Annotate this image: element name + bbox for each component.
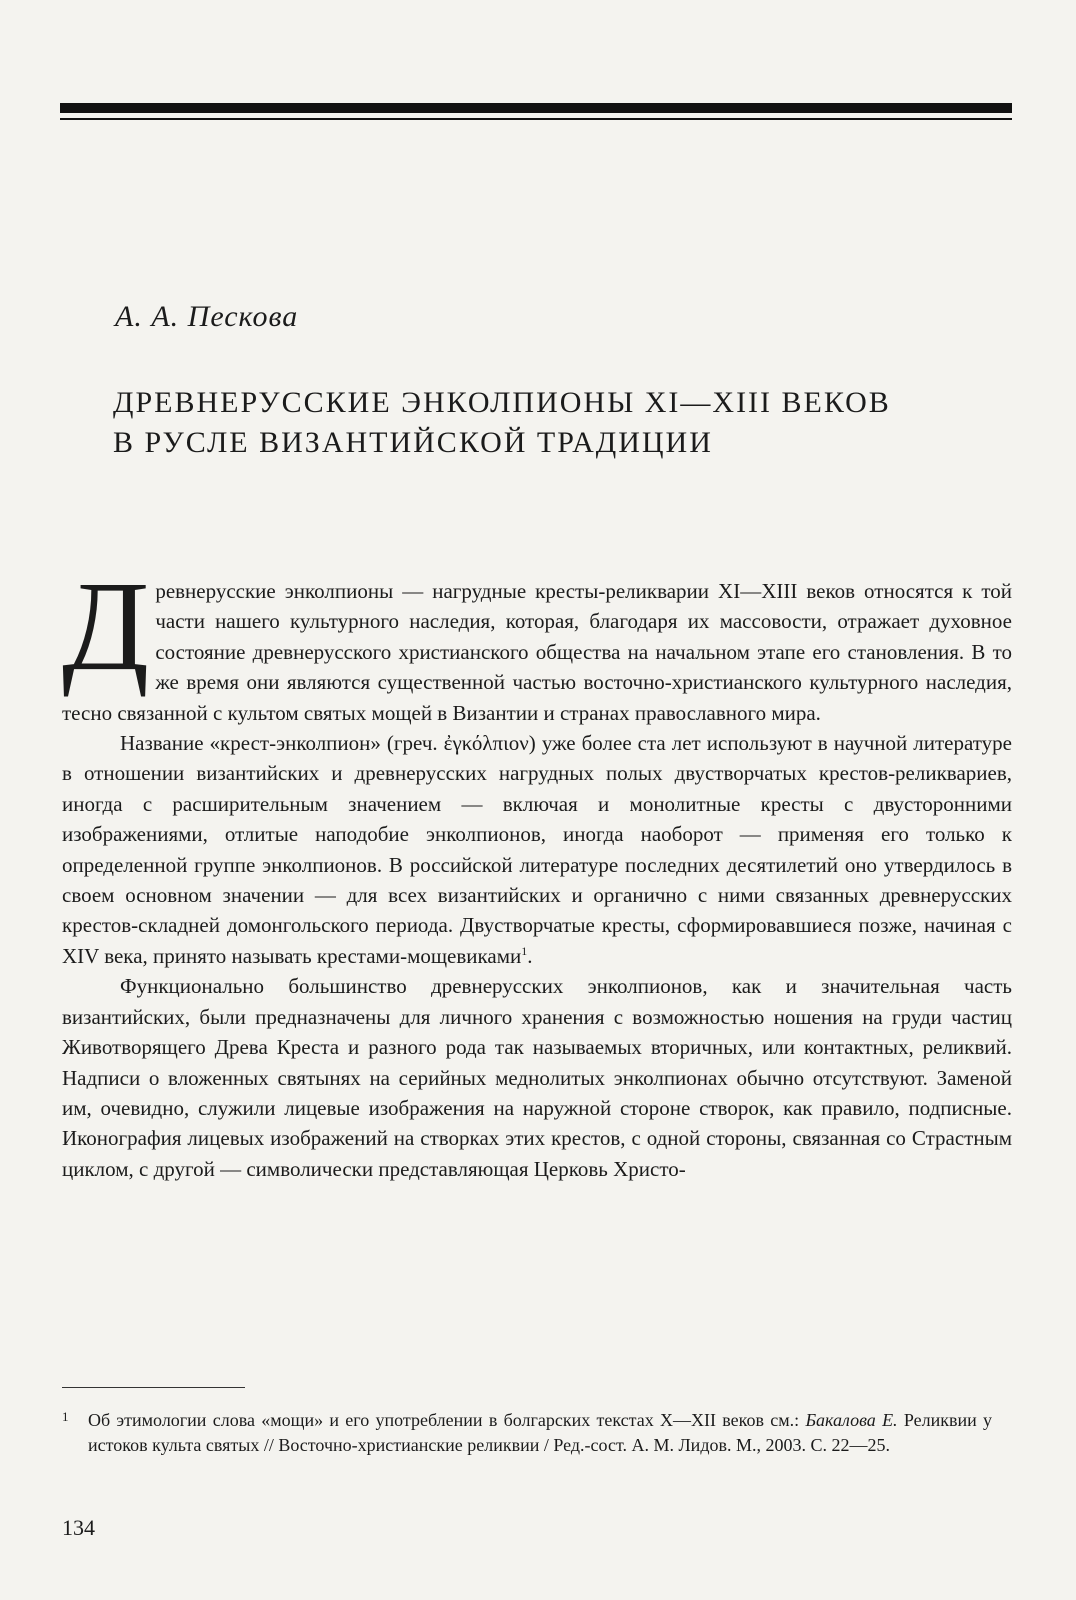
footnote-1 (62, 1408, 992, 1458)
paragraph-1-text: ревнерусские энколпионы — нагрудные кресты-реликварии XI—XIII веков относятся к той части нашего культурного наследия, которая, благодаря их массовости, отражает духовное состояние древнерусского христианского общества на начальном этапе его становления. В то же время они являются существенной частью восточно-христианского культурного наследия, тесно связанной с культом святых мощей в Византии и странах православного мира. (62, 579, 1012, 725)
title-line-1: ДРЕВНЕРУССКИЕ ЭНКОЛПИОНЫ XI—XIII ВЕКОВ (113, 386, 891, 419)
footnote-text-before: Об этимологии слова «мощи» и его употреблении в болгарских текстах X—XII веков см.: (88, 1410, 806, 1430)
footnote-text-after: Реликвии у истоков культа святых // Восточно-христианские реликвии / Ред.-сост. А. М. Лидов. М., 2003. С. 22—25. (88, 1410, 993, 1455)
header-rule-thick (60, 103, 1012, 113)
page-number: 134 (62, 1515, 95, 1540)
paragraph-3-text: Функционально большинство древнерусских энколпионов, как и значительная часть византийских, были предназначены для личного хранения с возможностью ношения на груди частиц Животворящего Древа Креста и разного рода так называемых вторичных, или контактных, реликвий. Надписи о вложенных святынях на серийных меднолитых энколпионах обычно отсутствуют. Заменой им, очевидно, служили лицевые изображения на наружной стороне створок, как правило, подписные. Иконография лицевых изображений на створках этих крестов, с одной стороны, связанная со Страстным циклом, с другой — символически представляющая Церковь Христо- (62, 974, 1012, 1181)
paragraph-1 (62, 555, 1012, 728)
footnote-mark: 1 (62, 1409, 69, 1424)
footnote-author: Бакалова Е. (805, 1410, 898, 1430)
paragraph-2 (62, 728, 1012, 971)
footnote-separator (62, 1387, 245, 1388)
drop-cap: Д (62, 555, 150, 697)
title-line-2: В РУСЛЕ ВИЗАНТИЙСКОЙ ТРАДИЦИИ (113, 426, 713, 459)
paragraph-2-end: . (527, 943, 533, 968)
paragraph-2-text: Название «крест-энколпион» (греч. ἐγκόλπιον) уже более ста лет используют в научной литературе в отношении византийских и древнерусских нагрудных полых двустворчатых крестов-реликвариев, иногда с расширительным значением — включая и монолитные кресты с двусторонними изображениями, отлитые наподобие энколпионов, иногда наоборот — применяя его только к определенной группе энколпионов. В российской литературе последних десятилетий оно утвердилось в своем основном значении — для всех византийских и органично с ними связанных древнерусских крестов-складней домонгольского периода. Двустворчатые кресты, сформировавшиеся позже, начиная с XIV века, принято называть крестами-мощевиками (62, 731, 1012, 968)
article-title (113, 383, 1013, 463)
paragraph-3 (62, 971, 1012, 1184)
author-name: А. А. Пескова (115, 300, 299, 333)
article-body (62, 555, 1012, 1184)
header-rule-thin (60, 118, 1012, 120)
footnote-reference[interactable]: 1 (521, 943, 528, 958)
